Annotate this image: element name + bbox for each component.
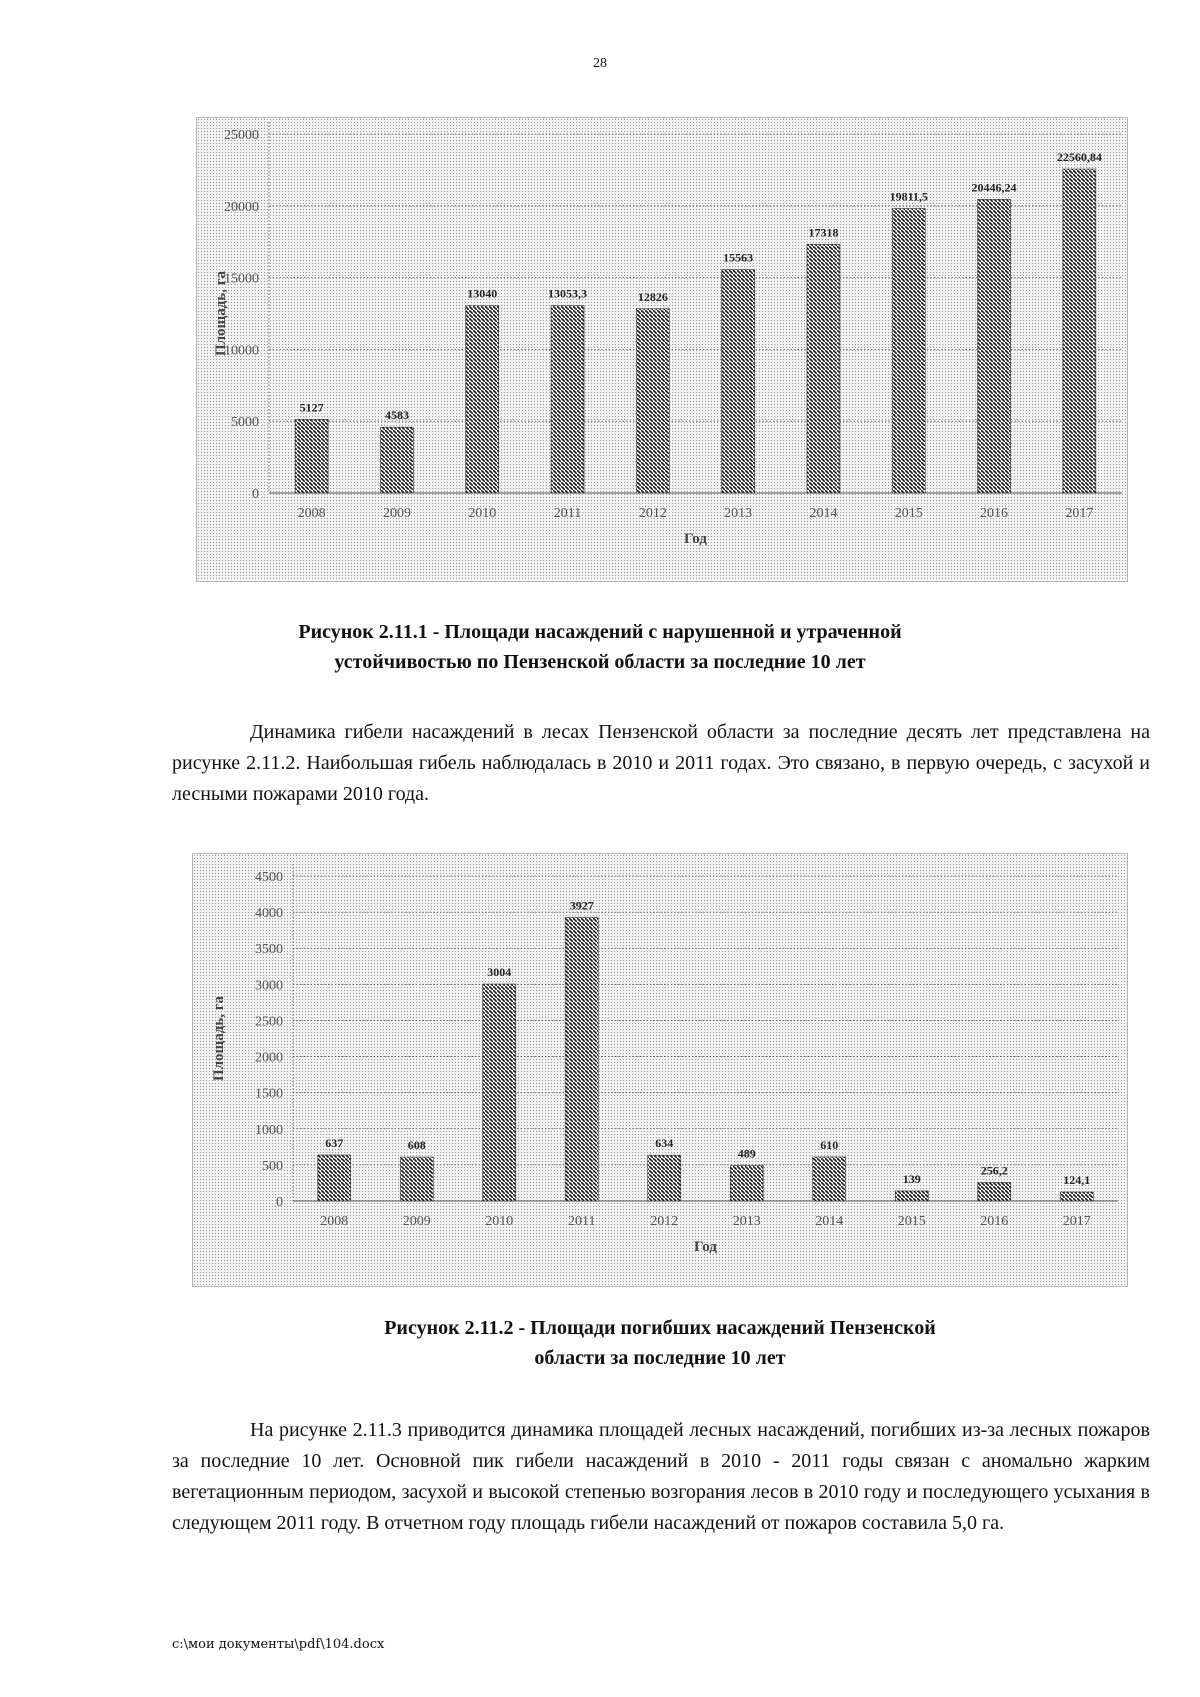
data-label-2012: 634 bbox=[655, 1136, 674, 1151]
y-tick-label: 2000 bbox=[255, 1050, 283, 1066]
x-tick-label-2015: 2015 bbox=[897, 1214, 926, 1229]
data-label-2011: 13053,3 bbox=[548, 286, 588, 301]
x-tick-label-2011: 2011 bbox=[553, 506, 582, 521]
x-tick-label-2015: 2015 bbox=[894, 506, 923, 521]
bar-2015 bbox=[895, 1191, 928, 1201]
y-tick-label: 3500 bbox=[255, 942, 283, 958]
y-tick-label: 25000 bbox=[224, 128, 259, 143]
x-tick-label-2017: 2017 bbox=[1065, 506, 1094, 521]
figure-2-caption bbox=[60, 1313, 1200, 1373]
x-tick-label-2013: 2013 bbox=[732, 1214, 761, 1229]
bar-2008 bbox=[318, 1155, 351, 1201]
bar-2016 bbox=[978, 199, 1011, 493]
data-label-2009: 608 bbox=[407, 1138, 426, 1153]
bar-2014 bbox=[807, 244, 840, 493]
data-label-2012: 12826 bbox=[637, 289, 668, 304]
x-tick-label-2017: 2017 bbox=[1062, 1214, 1091, 1229]
y-tick-label: 4000 bbox=[255, 906, 283, 922]
x-tick-label-2011: 2011 bbox=[568, 1214, 596, 1229]
x-tick-label-2016: 2016 bbox=[980, 1214, 1009, 1229]
data-label-2010: 3004 bbox=[487, 965, 512, 980]
x-tick-label-2016: 2016 bbox=[980, 506, 1009, 521]
y-axis-title: Площадь, га bbox=[213, 270, 229, 357]
bar-2013 bbox=[730, 1166, 763, 1201]
figure-2-caption-line-2: области за последние 10 лет bbox=[534, 1347, 786, 1369]
data-label-2013: 15563 bbox=[723, 250, 754, 265]
y-tick-label: 10000 bbox=[224, 343, 259, 359]
y-tick-label: 1000 bbox=[255, 1122, 283, 1138]
bar-2012 bbox=[648, 1155, 681, 1201]
data-label-2008: 637 bbox=[325, 1135, 344, 1150]
data-label-2011: 3927 bbox=[569, 898, 594, 913]
x-tick-label-2012: 2012 bbox=[638, 506, 667, 521]
x-tick-label-2008: 2008 bbox=[320, 1214, 349, 1229]
chart-1 bbox=[196, 117, 1128, 582]
data-label-2016: 256,2 bbox=[980, 1163, 1008, 1178]
bar-2010 bbox=[483, 984, 516, 1201]
bar-2017 bbox=[1060, 1192, 1093, 1201]
data-label-2014: 17318 bbox=[808, 225, 839, 240]
y-tick-label: 2500 bbox=[255, 1014, 283, 1030]
data-label-2010: 13040 bbox=[467, 286, 498, 301]
figure-1-caption-line-1: Рисунок 2.11.1 - Площади насаждений с нарушенной и утраченной bbox=[298, 621, 902, 643]
data-label-2015: 139 bbox=[902, 1171, 921, 1186]
figure-1-caption bbox=[0, 617, 1200, 677]
bar-2016 bbox=[978, 1182, 1011, 1201]
figure-2-caption-line-1: Рисунок 2.11.2 - Площади погибших насаждений Пензенской bbox=[384, 1317, 936, 1339]
x-tick-label-2009: 2009 bbox=[402, 1214, 431, 1229]
y-tick-label: 5000 bbox=[231, 415, 259, 431]
bar-2010 bbox=[466, 306, 499, 493]
data-label-2013: 489 bbox=[737, 1146, 756, 1161]
x-axis-title: Год bbox=[684, 531, 707, 547]
chart-2-svg bbox=[193, 854, 1127, 1286]
x-tick-label-2014: 2014 bbox=[815, 1214, 844, 1229]
y-tick-label: 0 bbox=[276, 1195, 283, 1210]
data-label-2015: 19811,5 bbox=[889, 189, 928, 204]
bar-2009 bbox=[380, 427, 413, 493]
x-tick-label-2012: 2012 bbox=[650, 1214, 679, 1229]
paragraph-2: На рисунке 2.11.3 приводится динамика площадей лесных насаждений, погибших из-за лесных пожаров за последние 10 лет. Основной пик гибели насаждений в 2010 - 2011 годы связан с аномально жарким вегетационным периодом, засухой и высокой степенью возгорания лесов в 2010 году и последующего усыхания в следующем 2011 году. В отчетном году площадь гибели насаждений от пожаров составила 5,0 га. bbox=[172, 1419, 1150, 1534]
x-tick-label-2008: 2008 bbox=[297, 506, 326, 521]
bar-2014 bbox=[813, 1157, 846, 1201]
x-tick-label-2010: 2010 bbox=[468, 506, 497, 521]
data-label-2017: 124,1 bbox=[1063, 1173, 1091, 1188]
data-label-2016: 20446,24 bbox=[971, 180, 1017, 195]
y-axis-title: Площадь, га bbox=[211, 995, 227, 1082]
figure-1-caption-line-2: устойчивостью по Пензенской области за последние 10 лет bbox=[334, 651, 866, 673]
x-tick-label-2013: 2013 bbox=[724, 506, 753, 521]
bar-2011 bbox=[565, 917, 598, 1201]
footer-path: c:\мои документы\pdf\104.docx bbox=[172, 1637, 385, 1652]
chart-2 bbox=[192, 853, 1128, 1287]
bar-2015 bbox=[892, 209, 925, 493]
paragraph-1: Динамика гибели насаждений в лесах Пензенской области за последние десять лет представлена на рисунке 2.11.2. Наибольшая гибель наблюдалась в 2010 и 2011 годах. Это связано, в первую очередь, с засухой и лесными пожарами 2010 года. bbox=[172, 721, 1150, 805]
data-label-2008: 5127 bbox=[299, 400, 324, 415]
bar-2008 bbox=[295, 419, 328, 493]
bar-2009 bbox=[400, 1157, 433, 1201]
data-label-2009: 4583 bbox=[384, 408, 409, 423]
data-label-2014: 610 bbox=[820, 1137, 839, 1152]
y-tick-label: 1500 bbox=[255, 1086, 283, 1102]
y-tick-label: 20000 bbox=[224, 199, 259, 215]
bar-2013 bbox=[722, 270, 755, 493]
x-axis-title: Год bbox=[694, 1239, 717, 1255]
data-label-2017: 22560,84 bbox=[1056, 150, 1102, 165]
y-tick-label: 15000 bbox=[224, 271, 259, 287]
y-tick-label: 4500 bbox=[255, 870, 283, 885]
bar-2012 bbox=[636, 309, 669, 493]
bar-2017 bbox=[1063, 169, 1096, 493]
bar-2011 bbox=[551, 306, 584, 493]
chart-1-svg bbox=[197, 118, 1127, 581]
y-tick-label: 0 bbox=[252, 487, 259, 502]
y-tick-label: 500 bbox=[262, 1158, 283, 1174]
x-tick-label-2014: 2014 bbox=[809, 506, 838, 521]
x-tick-label-2009: 2009 bbox=[382, 506, 411, 521]
x-tick-label-2010: 2010 bbox=[485, 1214, 514, 1229]
y-tick-label: 3000 bbox=[255, 978, 283, 994]
page-number: 28 bbox=[593, 56, 607, 71]
